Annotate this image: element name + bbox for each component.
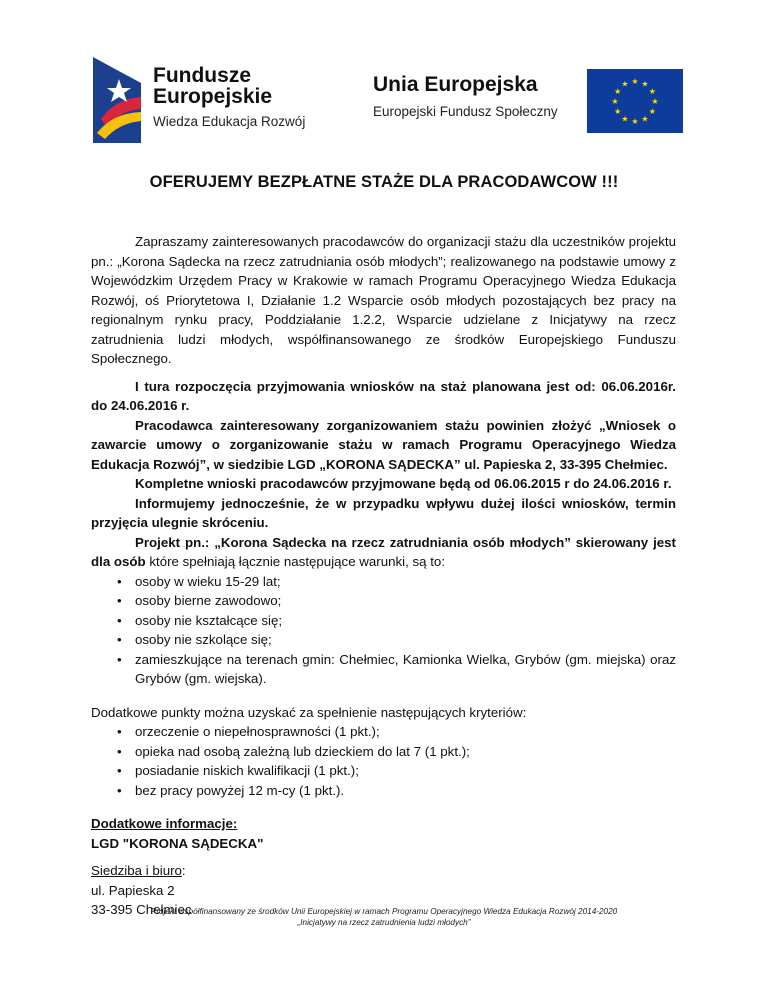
fundusze-europejskie-text	[153, 65, 305, 131]
svg-text:★: ★	[611, 97, 619, 106]
fe-title-line2: Europejskie	[153, 85, 273, 108]
fe-title-line1: Fundusze	[153, 64, 251, 87]
svg-text:★: ★	[641, 114, 649, 124]
project-paragraph-bold: Projekt pn.: „Korona Sądecka na rzecz zatrudniania osób młodych” skierowany jest dla osób	[91, 534, 676, 569]
extra-points-intro: Dodatkowe punkty można uzyskać za spełnienie następujących kryteriów:	[91, 704, 527, 720]
fe-subtitle: Wiedza Edukacja Rozwój	[153, 114, 306, 129]
logo-band	[75, 47, 693, 153]
seat-label: Siedziba i biuro	[91, 863, 182, 878]
svg-text:★: ★	[621, 114, 629, 124]
list-item: • osoby w wieku 15-29 lat;	[91, 572, 676, 592]
project-paragraph-normal: które spełniają łącznie następujące warunki, są to:	[145, 554, 446, 569]
application-paragraph: Pracodawca zainteresowany zorganizowaniem stażu powinien złożyć „Wniosek o zawarcie umowy o zorganizowanie stażu w ramach Programu Operacyjnego Wiedza Edukacja Rozwój”, w siedzibie LGD „KORONA SĄDECKA” ul. Papieska 2, 33-395 Chełmiec.	[91, 417, 676, 472]
fundusze-europejskie-logo-icon	[93, 57, 141, 143]
list-item: • osoby nie kształcące się;	[91, 611, 676, 631]
project-paragraph	[91, 533, 676, 572]
list-item: • orzeczenie o niepełnosprawności (1 pkt.);	[91, 722, 676, 742]
info-org: LGD "KORONA SĄDECKA"	[91, 835, 264, 851]
list-item: • osoby nie szkolące się;	[91, 630, 676, 650]
svg-text:★: ★	[631, 117, 639, 126]
list-item: • opieka nad osobą zależną lub dzieckiem do lat 7 (1 pkt.);	[91, 742, 676, 762]
page-title: OFERUJEMY BEZPŁATNE STAŻE DLA PRACODAWCOW !!!	[149, 173, 619, 191]
svg-text:★: ★	[648, 107, 656, 116]
footer-line1: Projekt współfinansowany ze środków Unii Europejskiej w ramach Programu Operacyjnego Wiedza Edukacja Rozwój 2014-2020	[150, 907, 618, 916]
eu-flag-icon	[587, 69, 683, 133]
intro-paragraph: Zapraszamy zainteresowanych pracodawców do organizacji stażu dla uczestników projektu pn.: „Korona Sądecka na rzecz zatrudniania osób młodych”; realizowanego na podstawie umowy z Wojewódzkim Urzędem Pracy w Krakowie w ramach Programu Operacyjnego Wiedza Edukacja Rozwój, oś Priorytetowa I, Działanie 1.2 Wsparcie osób młodych pozostających bez pracy na regionalnym rynku pracy, Poddziałanie 1.2.2, Wsparcie udzielane z Inicjatywy na rzecz zatrudnienia ludzi młodych, współfinansowanego ze środków Europejskiego Funduszu Społecznego.	[91, 234, 676, 366]
list-item: • posiadanie niskich kwalifikacji (1 pkt.);	[91, 761, 676, 781]
list-item: • zamieszkujące na terenach gmin: Chełmiec, Kamionka Wielka, Grybów (gm. miejska) oraz Grybów (gm. wiejska).	[91, 650, 676, 689]
notice-paragraph: Informujemy jednocześnie, że w przypadku wpływu dużej ilości wniosków, termin przyjęcia ulegnie skróceniu.	[91, 495, 676, 530]
conditions-list	[91, 572, 676, 689]
first-round-paragraph: I tura rozpoczęcia przyjmowania wniosków na staż planowana jest od: 06.06.2016r. do 24.06.2016 r.	[91, 378, 676, 413]
footer-line2: „Inicjatywy na rzecz zatrudnienia ludzi młodych”	[297, 918, 471, 927]
unia-europejska-text	[373, 73, 558, 121]
ue-title: Unia Europejska	[373, 73, 538, 96]
address-city: 33-395 Chełmiec	[91, 902, 192, 917]
extra-points-list	[91, 722, 676, 800]
list-item: • bez pracy powyżej 12 m-cy (1 pkt.).	[91, 781, 676, 801]
list-item: • osoby bierne zawodowo;	[91, 591, 676, 611]
document-body	[91, 232, 676, 920]
address-street: ul. Papieska 2	[91, 882, 175, 898]
deadline-paragraph: Kompletne wnioski pracodawców przyjmowane będą od 06.06.2015 r do 24.06.2016 r.	[135, 476, 672, 491]
ue-subtitle: Europejski Fundusz Społeczny	[373, 104, 558, 119]
svg-text:★: ★	[651, 97, 659, 106]
seat-colon: :	[181, 863, 186, 878]
svg-text:★: ★	[631, 77, 639, 86]
seat-line	[91, 861, 676, 881]
svg-text:★: ★	[641, 79, 649, 89]
svg-text:★: ★	[621, 79, 629, 89]
info-heading: Dodatkowe informacje:	[91, 816, 238, 831]
svg-text:★: ★	[648, 87, 656, 96]
footer	[0, 906, 768, 928]
svg-text:★: ★	[614, 87, 622, 96]
svg-text:★: ★	[614, 107, 622, 116]
